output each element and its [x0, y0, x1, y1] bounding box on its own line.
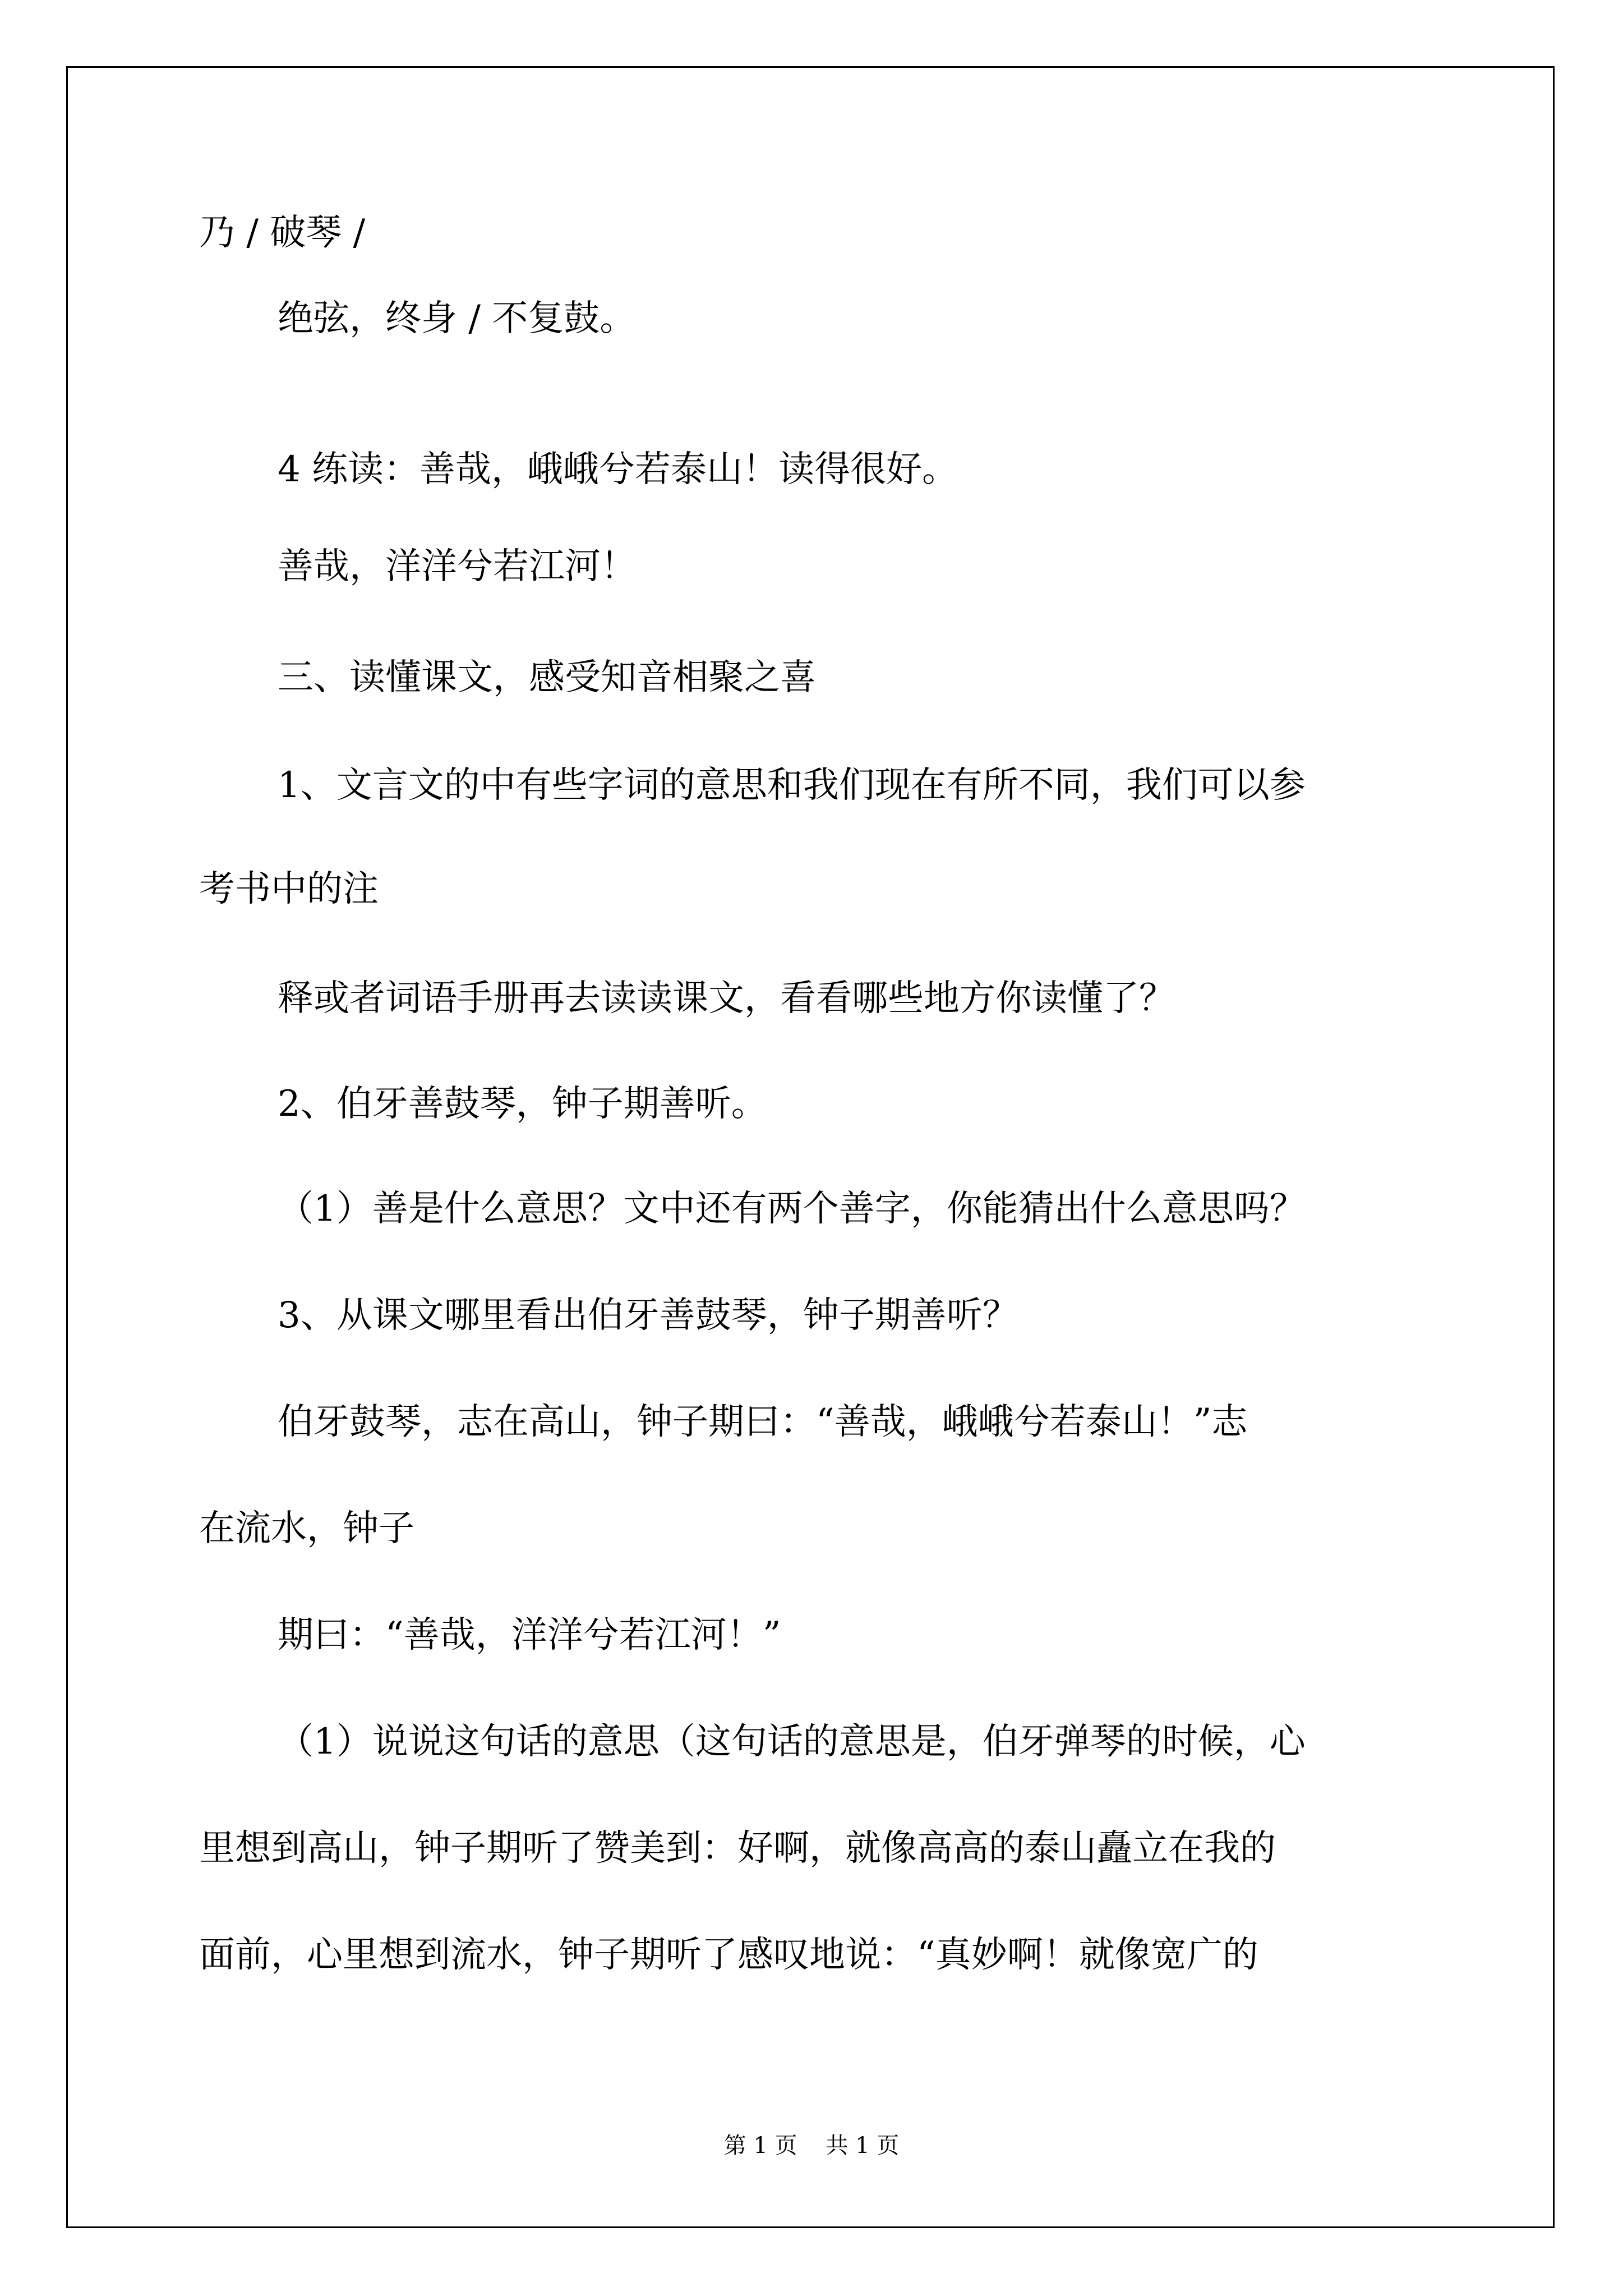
text-line: （1）说说这句话的意思（这句话的意思是，伯牙弹琴的时候，心 — [278, 1721, 1306, 1763]
text-line: 里想到高山，钟子期听了赞美到：好啊，就像高高的泰山矗立在我的 — [199, 1828, 1276, 1869]
text-line: 在流水，钟子 — [199, 1508, 414, 1549]
text-line: 乃 / 破琴 / — [199, 212, 366, 254]
text-line: 伯牙鼓琴，志在高山，钟子期曰：“善哉，峨峨兮若泰山！”志 — [278, 1401, 1248, 1443]
text-line: （1）善是什么意思？文中还有两个善字，你能猜出什么意思吗？ — [278, 1188, 1306, 1230]
page-border — [66, 66, 1555, 2228]
text-line: 3、从课文哪里看出伯牙善鼓琴，钟子期善听？ — [278, 1295, 1018, 1336]
text-line: 2、伯牙善鼓琴，钟子期善听。 — [278, 1083, 767, 1125]
text-line: 三、读懂课文，感受知音相聚之喜 — [278, 657, 816, 698]
text-line: 1、文言文的中有些字词的意思和我们现在有所不同，我们可以参 — [278, 765, 1306, 806]
text-line: 释或者词语手册再去读读课文，看看哪些地方你读懂了？ — [278, 978, 1175, 1019]
text-line: 面前，心里想到流水，钟子期听了感叹地说：“真妙啊！就像宽广的 — [199, 1934, 1258, 1976]
page-footer: 第 1 页 共 1 页 — [723, 2133, 900, 2159]
text-line: 考书中的注 — [199, 868, 379, 910]
text-line: 绝弦，终身 / 不复鼓。 — [278, 298, 636, 339]
text-line: 4 练读：善哉，峨峨兮若泰山！读得很好。 — [278, 449, 958, 490]
text-line: 期曰：“善哉，洋洋兮若江河！” — [278, 1614, 781, 1656]
text-line: 善哉，洋洋兮若江河！ — [278, 546, 637, 587]
